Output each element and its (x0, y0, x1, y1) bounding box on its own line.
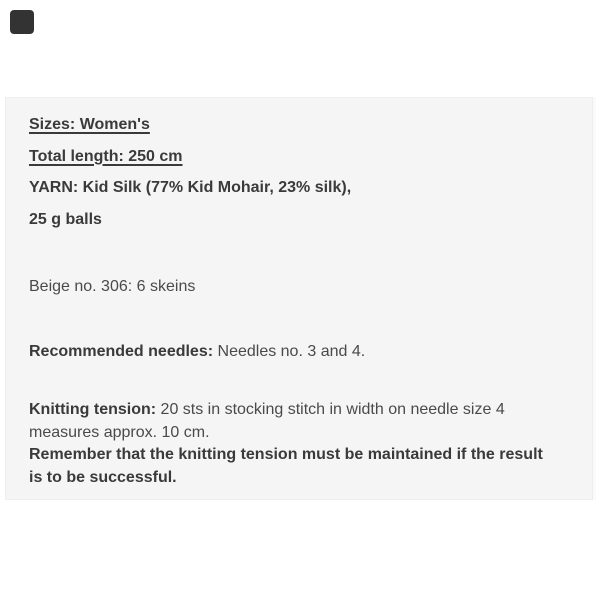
total-length-line: Total length: 250 cm (29, 147, 183, 165)
colorway-line: Beige no. 306: 6 skeins (29, 278, 196, 295)
ball-weight-line: 25 g balls (29, 210, 102, 228)
knitting-tension-line-1 (29, 399, 569, 422)
recommended-needles-value: Needles no. 3 and 4. (213, 342, 366, 360)
right-edge-strip (592, 97, 596, 500)
recommended-needles-line (29, 341, 569, 364)
tension-warning-line-2: is to be successful. (29, 468, 177, 486)
sizes-line: Sizes: Women's (29, 116, 150, 133)
dark-corner-tile (10, 10, 34, 34)
pattern-specs (6, 98, 593, 489)
knitting-tension-value: 20 sts in stocking stitch in width on needle size 4 (156, 401, 505, 418)
yarn-line: YARN: Kid Silk (77% Kid Mohair, 23% silk), (29, 179, 352, 196)
tension-warning-line-1: Remember that the knitting tension must be maintained if the result (29, 446, 543, 463)
knitting-tension-label: Knitting tension: (29, 401, 157, 418)
knitting-tension-line-2: measures approx. 10 cm. (29, 423, 210, 441)
content-panel (5, 97, 594, 500)
knitting-tension-paragraph (29, 399, 569, 489)
recommended-needles-label: Recommended needles: (29, 342, 214, 360)
